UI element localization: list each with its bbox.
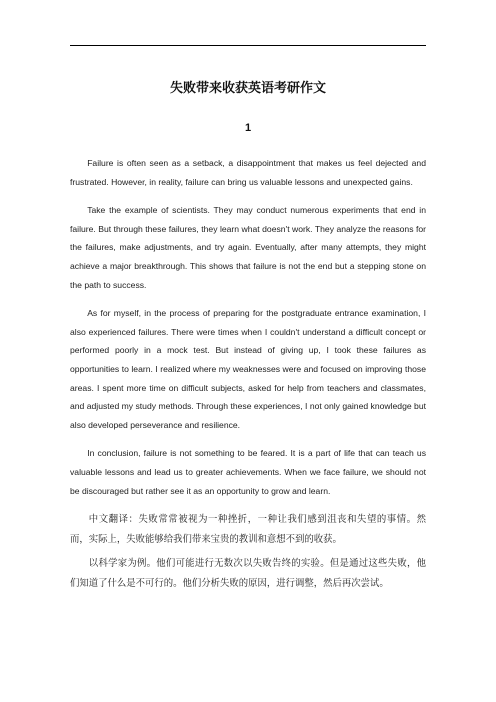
document-body (70, 154, 426, 598)
chinese-paragraph-2: 以科学家为例。他们可能进行无数次以失败告终的实验。但是通过这些失败，他们知道了什么是不可行的。他们分析失败的原因，进行调整，然后再次尝试。 (70, 558, 426, 590)
header-rule (70, 45, 426, 46)
english-paragraph-4: In conclusion, failure is not something to be feared. It is a part of life that can teach us valuable lessons and lead us to greater achievements. When we face failure, we should not be discouraged but rather see it as an opportunity to grow and learn. (70, 448, 426, 496)
english-paragraph-3: As for myself, in the process of preparing for the postgraduate entrance examination, I also experienced failures. There were times when I couldn't understand a difficult concept or performed poorly in a mock test. But instead of giving up, I took these failures as opportunities to learn. I realized where my weaknesses were and focused on improving those areas. I spent more time on difficult subjects, asked for help from teachers and classmates, and adjusted my study methods. Through these experiences, I not only gained knowledge but also developed perseverance and resilience. (70, 308, 426, 430)
document-title: 失败带来收获英语考研作文 (169, 81, 326, 96)
section-number: 1 (244, 122, 252, 134)
english-paragraph-2: Take the example of scientists. They may conduct numerous experiments that end in failure. But through these failures, they learn what doesn't work. They analyze the reasons for the failures, make adjustments, and try again. Eventually, after many attempts, they might achieve a major breakthrough. This shows that failure is not the end but a stepping stone on the path to success. (70, 205, 426, 290)
chinese-paragraph-1: 中文翻译：失败常常被视为一种挫折，一种让我们感到沮丧和失望的事情。然而，实际上，失败能够给我们带来宝贵的教训和意想不到的收获。 (70, 514, 426, 546)
english-paragraph-1: Failure is often seen as a setback, a disappointment that makes us feel dejected and frustrated. However, in reality, failure can bring us valuable lessons and unexpected gains. (70, 158, 426, 187)
